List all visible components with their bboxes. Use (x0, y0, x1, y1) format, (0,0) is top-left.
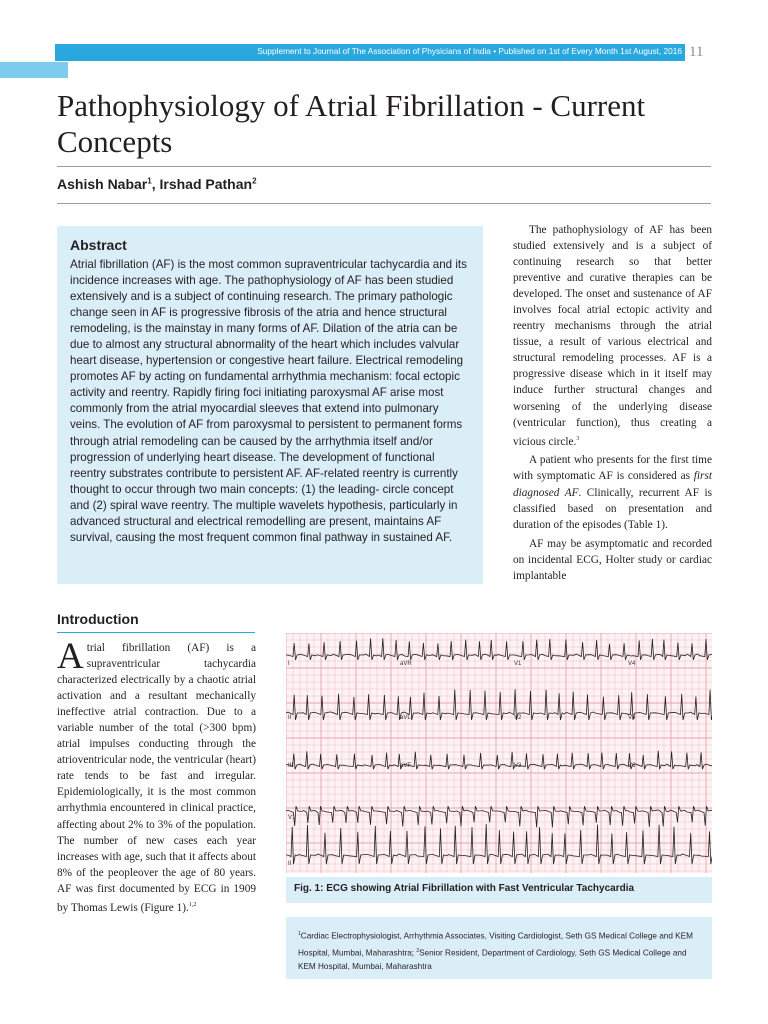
introduction-text (57, 636, 256, 916)
author-name: Ashish Nabar (57, 176, 148, 192)
introduction-rule (57, 632, 255, 633)
ecg-lead-label: aVL (400, 715, 411, 721)
ecg-lead-label: aVF (400, 763, 412, 769)
introduction-heading: Introduction (57, 611, 139, 627)
header-accent-block (0, 62, 68, 78)
figure-caption: Fig. 1: ECG showing Atrial Fibrillation with Fast Ventricular Tachycardia (286, 877, 712, 903)
journal-line: Supplement to Journal of The Association of Physicians of India • Published on 1st of Every Month 1st August, 2016 (257, 46, 682, 56)
abstract-text: Atrial fibrillation (AF) is the most common supraventricular tachycardia and its incidence increases with age. The pathophysiology of AF has been studied extensively and is a subject of continuing research. The primary pathologic change seen in AF is progressive fibrosis of the atria and hence structural remodeling, is the mainstay in many forms of AF. Dilation of the atria can be due to almost any structural abnormality of the heart which includes valvular heart disease, hypertension or congestive heart failure. Electrical remodeling promotes AF by acting on fundamental arrhythmia mechanism: focal ectopic activity and reentry. Rapidly firing foci initiating paroxysmal AF arise most commonly from the atrial myocardial sleeves that extend into pulmonary veins. The evolution of AF from paroxysmal to persistent to permanent forms through atrial remodeling can be caused by the arrhythmia itself and/or progression of underlying heart disease. The development of functional reentry substrates contribute to persistent AF. AF-related reentry is currently thought to occur through two main concepts: (1) the leading- circle concept and (2) spiral wave reentry. The multiple wavelets hypothesis, particularly in advanced structural and electrical remodelling are present, maintains AF survival, causing the most frequent common final pathway in sustained AF. (70, 258, 467, 544)
author-list: Ashish Nabar$^1$, Irshad Pathan$^2$ (57, 176, 257, 192)
article-title: Pathophysiology of Atrial Fibrillation - Current Concepts (57, 88, 646, 159)
affiliation-2: Senior Resident, Department of Cardiology, Seth GS Medical College and KEM Hospital, Mumbai, Maharashtra (298, 948, 687, 972)
author-affil: 2 (252, 176, 257, 186)
paragraph-text: A patient who presents for the first time with symptomatic AF is considered as (513, 454, 712, 483)
abstract-heading: Abstract (70, 237, 127, 253)
paragraph (513, 222, 712, 449)
ecg-lead-label: III (288, 763, 294, 769)
paragraph-text: AF may be asymptomatic and recorded on incidental ECG, Holter study or cardiac implantable (513, 537, 712, 582)
ecg-lead-label: V1 (514, 661, 522, 667)
author-affil: 1 (147, 176, 152, 186)
right-column-text (513, 222, 712, 584)
ecg-lead-label: V2 (514, 715, 522, 721)
ecg-lead-label: V4 (628, 661, 636, 667)
affiliation-1: Cardiac Electrophysiologist, Arrhythmia Associates, Visiting Cardiologist, Seth GS Medical College and KEM Hospital, Mumbai, Maharashtra; (298, 931, 693, 958)
paragraph (513, 536, 712, 584)
ecg-lead-label: V6 (628, 763, 636, 769)
title-rule (57, 166, 711, 167)
affiliation-footnote (286, 917, 712, 979)
authors-rule (57, 203, 711, 204)
footnote-mark: 1 (298, 931, 301, 937)
author-name: Irshad Pathan (159, 176, 253, 192)
ecg-figure (286, 633, 712, 873)
citation: 1,2 (188, 901, 197, 908)
ecg-lead-label: II (288, 715, 292, 721)
ecg-lead-label: V1 (288, 815, 296, 821)
ecg-lead-label: V5 (628, 715, 636, 721)
abstract-box (57, 226, 483, 584)
citation: 3 (576, 435, 580, 442)
paragraph (513, 452, 712, 532)
paragraph-text: The pathophysiology of AF has been studied extensively and is a subject of continuing research so that better preventive and curative therapies can be developed. The onset and sustenance of AF involves focal atrial ectopic activity and reentry mechanisms through the atrial tissue, a result of various electrical and structural remodeling processes. AF is a progressive disease which in it itself may induce further structural changes and worsening of the underlying disease (ventricular function), thus creating a vicious circle. (513, 224, 712, 448)
page-number: 11 (689, 44, 704, 60)
emphasis-text: first diagnosed AF (513, 470, 712, 499)
drop-cap: A (57, 636, 84, 677)
ecg-lead-label: I (288, 661, 290, 667)
ecg-lead-label: V3 (514, 763, 522, 769)
paragraph-text: . Clinically, recurrent AF is classified based on presentation and duration of the episodes (Table 1). (513, 486, 712, 531)
introduction-body: trial fibrillation (AF) is a supraventricular tachycardia characterized electrically by a chaotic atrial activation and a resultant mechanically ineffective atrial contraction. Due to a variable number of the total (>300 bpm) atrial impulses conducting through the atrioventricular node, the ventricular (heart) rate tends to be fast and irregular. Epidemiologically, it is the most common arrhythmia encountered in clinical practice, affecting about 2% to 3% of the population. The number of new cases each year increases with age, such that it affects about 8% of the peopleover the age of 80 years. AF was first documented by ECG in 1909 by Thomas Lewis (Figure 1). (57, 642, 256, 914)
footnote-mark: 2 (416, 947, 420, 954)
ecg-lead-label: aVR (400, 661, 412, 667)
ecg-lead-label: II (288, 861, 292, 867)
